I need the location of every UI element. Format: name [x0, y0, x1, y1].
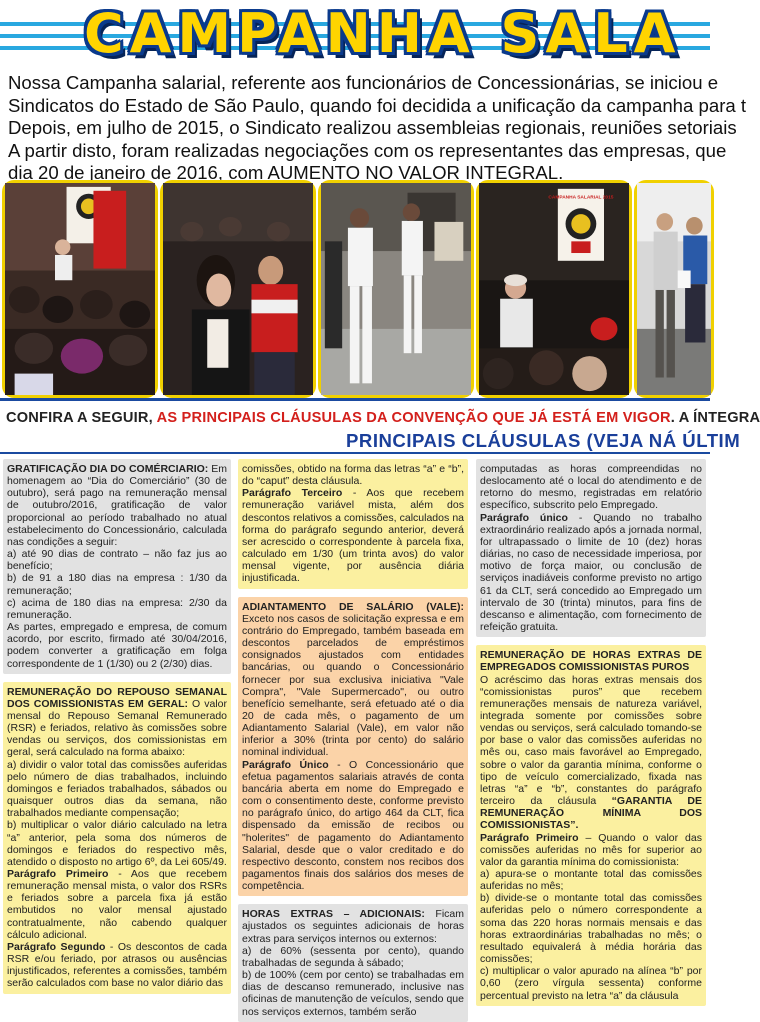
title-band — [0, 0, 710, 66]
column-1 — [3, 459, 231, 994]
section-lead-suffix: . A ÍNTEGRA — [670, 410, 760, 426]
clause-item: a) dividir o valor total das comissões auferidas pelo número de dias trabalhados, incluindo domingos e feriados trabalhados, sábados ou quaisquer outros dias da semana, não trabalhados mediante compensação; — [7, 758, 227, 820]
clause-horas-extras-continued — [476, 459, 706, 637]
clause-item: As partes, empregado e empresa, de comum acordo, por escrito, firmado até 30/04/2016, podem converter a gratificação em folga correspondente de 1 (1/30) ou 2 (2/30) dias. — [7, 621, 227, 670]
divider — [0, 452, 710, 454]
paragraph-heading: Parágrafo Segundo — [7, 940, 106, 953]
clause-text: Exceto nos casos de solicitação expressa e em contrário do Empregado, também baseada em descontos parcelados de empréstimos consignados ajustados com entidades bancárias, ou quando o Concessionário fornecer por sua exclusiva iniciativa "Vale Compra", "Vale Supermercado", ou outro benefício semelhante, será efetuado até o dia 20 de cada mês, o pagamento de um Adiantamento Salarial (Vale), em valor não inferior a 30% (trinta por cento) do salário nominal individual. — [242, 612, 464, 759]
clause-heading: REMUNERAÇÃO DE HORAS EXTRAS DE EMPREGADOS COMISSIONISTAS PUROS — [480, 649, 702, 674]
clause-item: a) até 90 dias de contrato – não faz jus ao benefício; — [7, 548, 227, 573]
paragraph-text: - Aos que recebem remuneração variável mista, além dos descontos relativos a comissões, calculados na forma do parágrafo segundo anterior, deverá ser acrescido o correspondente à parcela fixa, calculado em 1/30 (um trinta avos) do valor mensal vigente, por ausência diária injustificada. — [242, 487, 464, 585]
page-title: CAMPANHA SALA — [84, 2, 682, 65]
section-lead — [6, 410, 760, 426]
clause-text: O valor mensal do Repouso Semanal Remunerado (RSR) e feriados, relativo às comissões sobre vendas ou serviços, dos comissionistas em geral, será calculado na forma abaixo: — [7, 697, 227, 759]
paragraph-text: - O Concessionário que efetua pagamentos salariais através de conta bancária aberta em nome do Empregado e com o consentimento deste, conforme previsto no parágrafo único, do artigo 464 da CLT, fica dispensado da emissão de recibos ou "holerites" de pagamento do Adiantamento Salarial, desde que o valor creditado e do respectivo desconto, constem nos recibos dos pagamentos finais dos salários dos meses de competência. — [242, 758, 464, 893]
intro-line: Nossa Campanha salarial, referente aos funcionários de Concessionárias, se iniciou e — [8, 72, 719, 93]
clause-item: b) multiplicar o valor diário calculado na letra “a” anterior, pela soma dos números de domingos e feriados do respectivo mês, atendido o disposto no artigo 6º, da Lei 605/49. — [7, 819, 227, 868]
paragraph-heading: Parágrafo Único — [242, 758, 329, 771]
paragraph-text: – Quando o valor das comissões auferidas no mês for superior ao valor da garantia mínima do comissionista: — [480, 831, 702, 868]
paragraph-text: - Os descontos de cada RSR e/ou feriado, por atrasos ou ausências injustificados, referentes a comissões, também serão calculados com base no valor diário das — [7, 940, 227, 990]
intro-line: Sindicatos do Estado de São Paulo, quando foi decidida a unificação da campanha para t — [8, 94, 747, 116]
clause-text: Em homenagem ao “Dia do Comerciário” (30 de outubro), será pago na remuneração mensal de outubro/2016, gratificação de valor proporcional ao período trabalhado no atual estabelecimento do Concessionário, calculada nas condições a seguir: — [7, 463, 227, 548]
clause-heading: ADIANTAMENTO DE SALÁRIO (VALE): — [242, 600, 464, 613]
clause-text: computadas as horas compreendidas no deslocamento até o local do atendimento e de retorno do mesmo, registradas em relatório específico, subscrito pelo Empregado. — [480, 463, 702, 512]
clause-rsr-continued — [238, 459, 468, 589]
clause-item: b) de 91 a 180 dias na empresa : 1/30 da remuneração; — [7, 572, 227, 597]
clause-item: c) multiplicar o valor apurado na alínea “b” por 0,60 (zero vírgula sessenta) conforme percentual previsto na letra “a” da cláusula — [480, 965, 702, 1002]
paragraph-text: - Quando no trabalho extraordinário realizado após a jornada normal, for ultrapassado o limite de 10 (dez) horas diárias, no caso de necessidade imperiosa, por motivo de força maior, ou conclusão de serviços inadiáveis conforme previsto no artigo 61 da CLT, será concedido ao Empregado um intervalo de 30 (trinta) minutos, para fins de descanso e alimentação, com fornecimento de refeição gratuita. — [480, 511, 703, 634]
paragraph-text: - Aos que recebem remuneração mensal mista, o valor dos RSRs e feriados sobre a parcela fixa já estão embutidos no valor mensal ajustado contratualmente, não cabendo qualquer cálculo adicional. — [7, 868, 227, 941]
clause-item: b) divide-se o montante total das comissões auferidas pelo o número correspondente a soma das 220 horas normais mensais e das horas extraordinárias trabalhadas no mês; o resultado equivalerá à média horária das comissões; — [480, 892, 702, 966]
photo-audience-woman — [160, 180, 316, 398]
clause-adiantamento — [238, 597, 468, 897]
divider — [0, 398, 710, 401]
photo-meeting-poster — [476, 180, 632, 398]
paragraph-heading: Parágrafo Primeiro — [7, 868, 109, 880]
intro-line: A partir disto, foram realizadas negociações com os representantes das empresas, que — [8, 139, 727, 161]
photo-workshop-visit — [318, 180, 474, 398]
photo-strip — [0, 180, 710, 398]
clause-heading: GRATIFICAÇÃO DIA DO COMÉRCIARIO: — [7, 463, 209, 475]
column-3 — [476, 459, 706, 1006]
clause-heading: HORAS EXTRAS – ADICIONAIS: — [242, 908, 425, 921]
clause-item: c) acima de 180 dias na empresa: 2/30 da remuneração. — [7, 596, 227, 621]
clause-text: Ficam ajustados os seguintes adicionais de horas extras para serviços internos ou externos: — [242, 908, 465, 945]
clause-item: b) de 100% (cem por cento) se trabalhadas em dias de descanso remunerado, inclusive nas oficinas de manutenção de veículos, sendo que nos serviços externos, também serão — [242, 969, 464, 1018]
section-lead-highlight: AS PRINCIPAIS CLÁUSULAS DA CONVENÇÃO QUE JÁ ESTÁ EM VIGOR — [156, 410, 671, 426]
clause-gratificacao — [3, 459, 231, 674]
clause-text: O acréscimo das horas extras mensais dos “comissionistas puros” que recebem remunerações mensais de natureza variável, integrada somente por comissões sobre vendas ou serviços, será calculado tomando-se por base o valor das comissões auferidas no mês ou, caso mais favorável ao Empregado, sobre o valor da garantia mínima, conforme o tipo de veículo comercializado, fixada nas letras “a” e “b”, constantes do parágrafo terceiro da cláusula — [480, 673, 702, 808]
intro-line: Depois, em julho de 2015, o Sindicato realizou assembleias regionais, reuniões setoriais — [8, 117, 737, 138]
clause-rsr — [3, 682, 231, 994]
section-title: PRINCIPAIS CLÁUSULAS (VEJA NÁ ÚLTIM — [346, 430, 741, 451]
intro-paragraph — [8, 72, 747, 185]
clause-reference: “GARANTIA DE REMUNERAÇÃO MÍNIMA DOS COMISSIONISTAS”. — [480, 795, 702, 832]
clause-horas-extras — [238, 904, 468, 1021]
poster-text: CAMPANHA SALARIAL 2015 — [548, 195, 614, 201]
clause-item: a) de 60% (sessenta por cento), quando trabalhadas de segunda à sábado; — [242, 944, 464, 969]
photo-workers-talk — [634, 180, 714, 398]
clause-remuneracao-horas-extras — [476, 645, 706, 1006]
photo-assembly-speaker — [2, 180, 158, 398]
clause-text: comissões, obtido na forma das letras “a” e “b”, do “caput” desta cláusula. — [242, 463, 464, 488]
clause-heading: REMUNERAÇÃO DO REPOUSO SEMANAL DOS COMISSIONISTAS EM GERAL: — [7, 685, 227, 710]
clause-item: a) apura-se o montante total das comissões auferidas no mês; — [480, 868, 702, 893]
section-lead-prefix: CONFIRA A SEGUIR, — [6, 410, 157, 426]
paragraph-heading: Parágrafo Primeiro — [480, 831, 579, 844]
intro-line: dia 20 de janeiro de 2016, com AUMENTO NO VALOR INTEGRAL. — [8, 162, 564, 183]
paragraph-heading: Parágrafo Terceiro — [242, 487, 343, 500]
column-2 — [238, 459, 468, 1022]
paragraph-heading: Parágrafo único — [480, 511, 568, 524]
